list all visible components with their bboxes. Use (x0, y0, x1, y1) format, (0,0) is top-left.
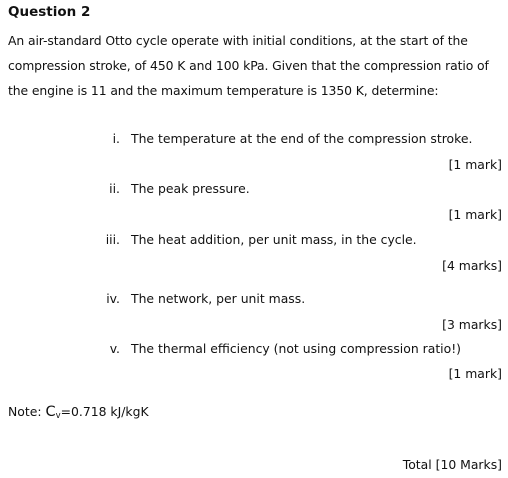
item-numeral-i: i. (112, 131, 120, 146)
item-text-v: The thermal efficiency (not using compression ratio!) (131, 341, 461, 356)
item-text-iii: The heat addition, per unit mass, in the cycle. (131, 232, 417, 247)
item-numeral-v: v. (109, 341, 120, 356)
cv-subscript: v (55, 411, 61, 421)
item-numeral-ii: ii. (109, 181, 120, 196)
item-text-ii: The peak pressure. (131, 181, 250, 196)
question-intro: An air-standard Otto cycle operate with initial conditions, at the start of the compression stroke, of 450 K and 100 kPa. Given that the compression ratio of the engine is 11 and the maximum temperature is 1350 K, determine: (8, 33, 489, 98)
item-marks-ii: [1 mark] (448, 207, 502, 222)
item-numeral-iii: iii. (105, 232, 120, 247)
item-text-i: The temperature at the end of the compression stroke. (131, 131, 473, 146)
item-marks-i: [1 mark] (448, 157, 502, 172)
cv-symbol: C (45, 404, 56, 420)
total-marks: Total [10 Marks] (402, 457, 502, 472)
item-marks-iv: [3 marks] (442, 317, 502, 332)
note-label: Note: (8, 404, 42, 419)
note (8, 404, 149, 421)
item-numeral-iv: iv. (106, 291, 120, 306)
item-marks-v: [1 mark] (448, 366, 502, 381)
item-marks-iii: [4 marks] (442, 258, 502, 273)
question-title: Question 2 (8, 4, 91, 20)
item-text-iv: The network, per unit mass. (131, 291, 306, 306)
cv-value: =0.718 kJ/kgK (60, 404, 149, 419)
